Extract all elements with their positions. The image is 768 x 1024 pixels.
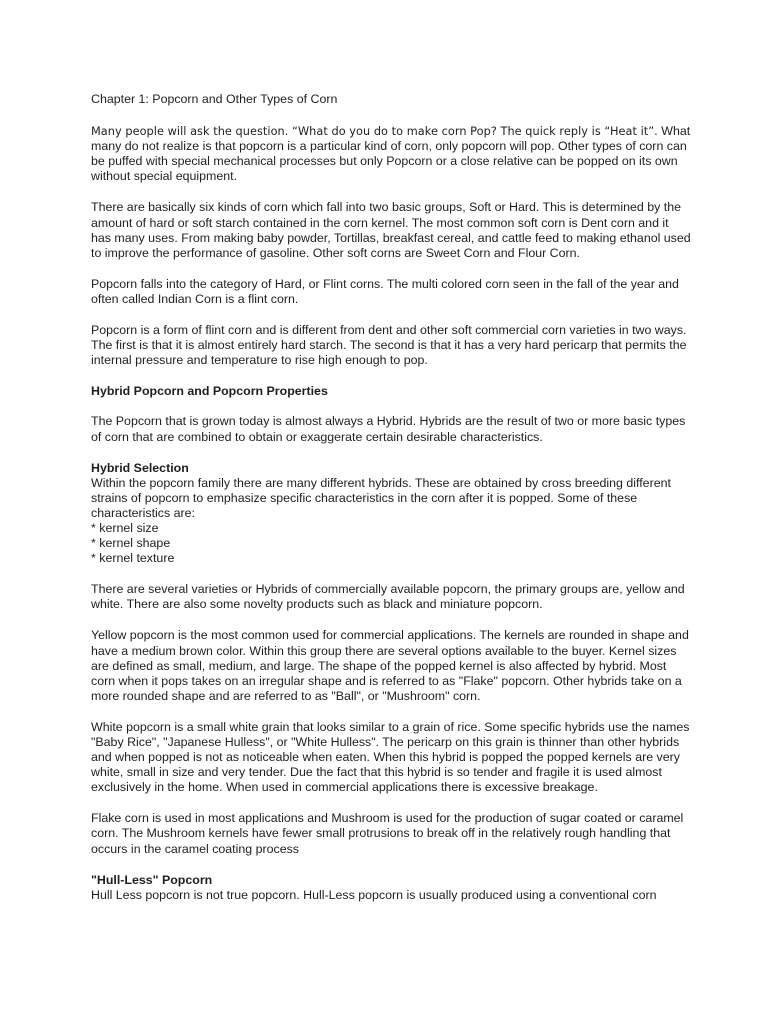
paragraph-hybrid-selection: Within the popcorn family there are many different hybrids. These are obtained by cross breeding different strains of popcorn to emphasize specific characteristics in the corn after it is popped. Some of these characteristics are: xyxy=(91,475,671,520)
intro-paragraph xyxy=(91,124,691,184)
paragraph-white-popcorn: White popcorn is a small white grain that looks similar to a grain of rice. Some specific hybrids use the names "Baby Rice", "Japanese Hulless", or "White Hulless". The pericarp on this grain is thinner than other hybrids and when popped is not as noticeable when eaten. When this hybrid is popped the popped kernels are very white, small in size and very tender. Due the fact that this hybrid is so tender and fragile it is used almost exclusively in the home. When used in commercial applications there is excessive breakage. xyxy=(91,719,690,795)
paragraph-corn-kinds: There are basically six kinds of corn which fall into two basic groups, Soft or Hard. This is determined by the amount of hard or soft starch contained in the corn kernel. The most common soft corn is Dent corn and it has many uses. From making baby powder, Tortillas, breakfast cereal, and cattle feed to making ethanol used to improve the performance of gasoline. Other soft corns are Sweet Corn and Flour Corn. xyxy=(91,200,691,260)
intro-rest: What many do not realize is that popcorn is a particular kind of corn, only popcorn will pop. Other types of corn can be puffed with special mechanical processes but only Popcorn or a close relative can be popped on its own without special equipment. xyxy=(91,124,691,184)
heading-hybrid-popcorn: Hybrid Popcorn and Popcorn Properties xyxy=(91,384,328,399)
list-item: * kernel size xyxy=(91,520,159,535)
paragraph-popcorn-flint: Popcorn is a form of flint corn and is different from dent and other soft commercial corn varieties in two ways. The first is that it is almost entirely hard starch. The second is that it has a very hard pericarp that permits the internal pressure and temperature to rise high enough to pop. xyxy=(91,323,687,368)
paragraph-hybrid-popcorn: The Popcorn that is grown today is almost always a Hybrid. Hybrids are the result of two or more basic types of corn that are combined to obtain or exaggerate certain desirable characteristics. xyxy=(91,414,686,444)
paragraph-flake-corn: Flake corn is used in most applications and Mushroom is used for the production of sugar coated or caramel corn. The Mushroom kernels have fewer small protrusions to break off in the relatively rough handling that occurs in the caramel coating process xyxy=(91,811,684,856)
paragraph-varieties: There are several varieties or Hybrids of commercially available popcorn, the primary groups are, yellow and white. There are also some novelty products such as black and miniature popcorn. xyxy=(91,582,685,612)
heading-hybrid-selection: Hybrid Selection xyxy=(91,460,189,475)
heading-hull-less: "Hull-Less" Popcorn xyxy=(91,872,213,887)
paragraph-yellow-popcorn: Yellow popcorn is the most common used for commercial applications. The kernels are rounded in shape and have a medium brown color. Within this group there are several options available to the buyer. Kernel sizes are defined as small, medium, and large. The shape of the popped kernel is also affected by hybrid. Most corn when it pops takes on an irregular shape and is referred to as "Flake" popcorn. Other hybrids take on a more rounded shape and are referred to as "Ball", or "Mushroom" corn. xyxy=(91,628,689,703)
intro-lead: Many people will ask the question. “What do you do to make corn Pop? The quick reply is “Heat it”. xyxy=(91,125,658,139)
chapter-title: Chapter 1: Popcorn and Other Types of Corn xyxy=(91,92,338,106)
list-item: * kernel shape xyxy=(91,536,171,551)
hybrid-selection-section xyxy=(91,461,691,567)
characteristics-list xyxy=(91,521,691,566)
paragraph-flint-corns: Popcorn falls into the category of Hard, or Flint corns. The multi colored corn seen in the fall of the year and often called Indian Corn is a flint corn. xyxy=(91,276,679,306)
list-item: * kernel texture xyxy=(91,551,175,566)
document-page xyxy=(91,92,691,903)
paragraph-hull-less: Hull Less popcorn is not true popcorn. Hull-Less popcorn is usually produced using a conventional corn xyxy=(91,887,657,902)
hull-less-section xyxy=(91,873,691,903)
